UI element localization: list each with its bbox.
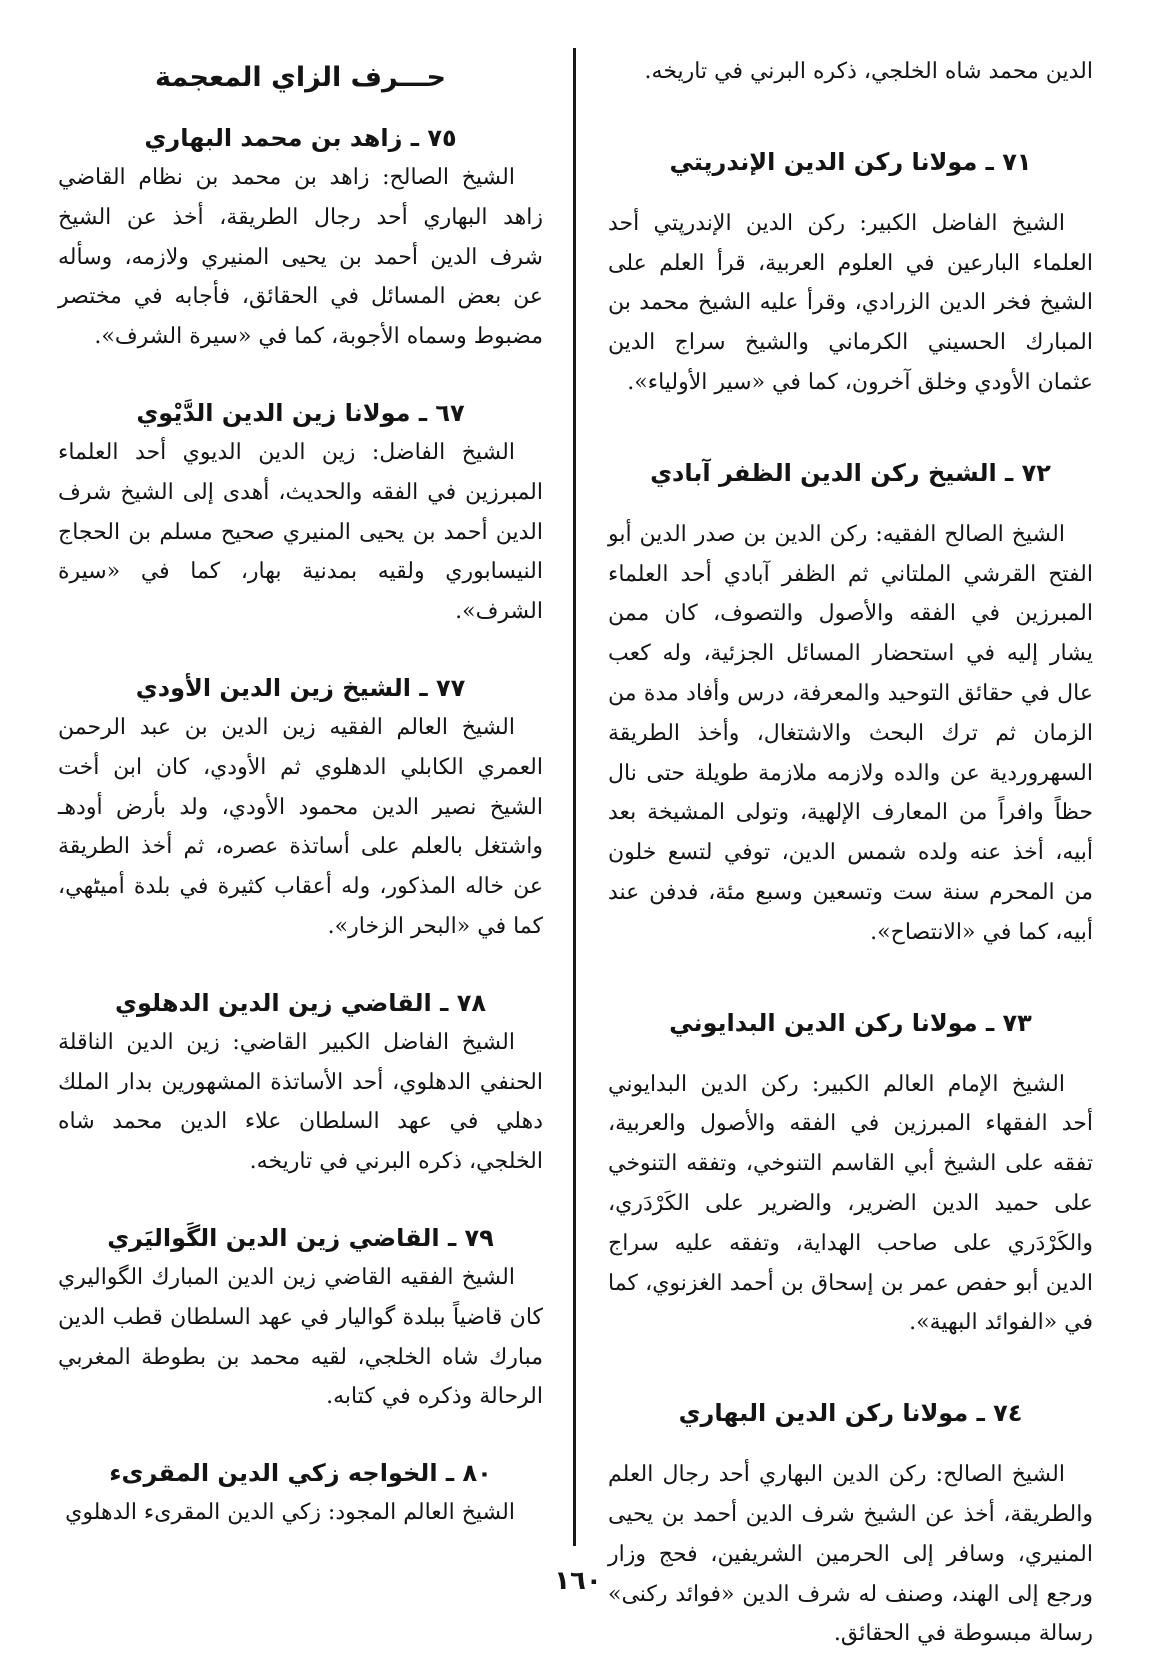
entry-title: ٧١ ـ مولانا ركن الدين الإندرپتي xyxy=(669,147,1032,176)
entry-text: الشيخ الصالح: زاهد بن محمد بن نظام القاضي زاهد البهاري أحد رجال الطريقة، أخذ عن الشيخ شرف الدين أحمد بن يحيى المنيري ولازمه، وسأله عن بعض المسائل في الحقائق، فأجابه في مختصر مضبوط وسماه الأجوبة، كما في «سيرة الشرف». xyxy=(58,165,543,350)
entry-title: ٧٧ ـ الشيخ زين الدين الأودي xyxy=(135,673,466,702)
entry-text: الشيخ العالم الفقيه زين الدين بن عبد الرحمن العمري الكابلي الدهلوي ثم الأودي، كان ابن أخت الشيخ نصير الدين محمود الأودي، ولد بأرض أودهـ واشتغل بالعلم على أساتذة عصره، ثم أخذ الطريقة عن خاله المذكور، وله أعقاب كثيرة في بلدة أميٹهي، كما في «البحر الزخار». xyxy=(58,714,543,939)
entry-title: ٧٣ ـ مولانا ركن الدين البدايوني xyxy=(669,1008,1032,1037)
entry-text: الشيخ العالم المجود: زكي الدين المقرىء الدهلوي xyxy=(65,1500,515,1526)
entry-text: الشيخ الفاضل الكبير: ركن الدين الإندرپتي أحد العلماء البارعين في العلوم العربية، قرأ العلم على الشيخ فخر الدين الزرادي، وقرأ عليه الشيخ محمد بن المبارك الحسيني الكرماني والشيخ سراج الدين عثمان الأودي وخلق آخرون، كما في «سير الأولياء». xyxy=(608,210,1093,395)
entry-title: ٧٩ ـ القاضي زين الدين الگَواليَري xyxy=(107,1223,494,1252)
entry-text: الشيخ الصالح الفقيه: ركن الدين بن صدر الدين أبو الفتح القرشي الملتاني ثم الظفر آبادي أحد العلماء المبرزين في الفقه والأصول والتصوف، كان ممن يشار إليه في استحضار المسائل الجزئية، وله كعب عال في حقائق التوحيد والمعرفة، درس وأفاد مدة من الزمان ثم ترك البحث والاشتغال، وأخذ الطريقة السهروردية عن والده ولازمه ملازمة طويلة حتى نال حظاً وافراً من المعارف الإلهية، وتولى المشيخة بعد أبيه، أخذ عنه ولده شمس الدين، توفي لتسع خلون من المحرم سنة ست وتسعين وسبع مئة، فدفن عند أبيه، كما في «الانتصاح». xyxy=(608,521,1093,945)
column-divider xyxy=(573,48,576,1546)
entry-text: الشيخ الفاضل: زين الدين الديوي أحد العلماء المبرزين في الفقه والحديث، أهدى إلى الشيخ شرف الدين أحمد بن يحيى المنيري صحيح مسلم بن الحجاج النيسابوري ولقيه بمدنية بهار، كما في «سيرة الشرف». xyxy=(58,439,543,625)
entry-title: ٧٢ ـ الشيخ ركن الدين الظفر آبادي xyxy=(650,458,1051,487)
entry-text: الشيخ الإمام العالم الكبير: ركن الدين البدايوني أحد الفقهاء المبرزين في الفقه والأصول والعربية، تفقه على الشيخ أبي القاسم التنوخي، وتفقه التنوخي على حميد الدين الضرير، والضرير على الكَرْدَري، والكَرْدَري على صاحب الهداية، وتفقه عليه سراج الدين أبو حفص عمر بن إسحاق بن أحمد الغزنوي، كما في «الفوائد البهية». xyxy=(608,1071,1093,1336)
entry-text: الشيخ الفقيه القاضي زين الدين المبارك الگواليري كان قاضياً ببلدة گواليار في عهد السلطان قطب الدين مبارك شاه الخلجي، لقيه محمد بن بطوطة المغربي الرحالة وذكره في كتابه. xyxy=(58,1264,543,1410)
entry-title: ٧٥ ـ زاهد بن محمد البهاري xyxy=(144,124,457,152)
page-number: ١٦٠ xyxy=(554,1566,602,1596)
entry-title: ٧٨ ـ القاضي زين الدين الدهلوي xyxy=(115,988,486,1017)
left-column xyxy=(58,52,543,1533)
entry-text: الشيخ الصالح: ركن الدين البهاري أحد رجال العلم والطريقة، أخذ عن الشيخ شرف الدين أحمد بن يحيى المنيري، وسافر إلى الحرمين الشريفين، فحج وزار ورجع إلى الهند، وصنف له شرف الدين «فوائد ركنى» رسالة مبسوطة في الحقائق. xyxy=(608,1462,1093,1647)
entry-text: الشيخ الفاضل الكبير القاضي: زين الدين الناقلة الحنفي الدهلوي، أحد الأساتذة المشهورين بدار الملك دهلي في عهد السلطان علاء الدين محمد شاه الخلجي، ذكره البرني في تاريخه. xyxy=(58,1029,543,1175)
section-header: حـــرف الزاي المعجمة xyxy=(155,62,446,93)
entry-title: ٦٧ ـ مولانا زين الدين الدَّيْوي xyxy=(136,398,465,427)
right-column xyxy=(608,52,1093,1654)
entry-title: ٧٤ ـ مولانا ركن الدين البهاري xyxy=(678,1399,1023,1428)
entry-title: ٨٠ ـ الخواجه زكي الدين المقرىء xyxy=(109,1459,492,1488)
continuation-text: الدين محمد شاه الخلجي، ذكره البرني في تاريخه. xyxy=(644,59,1093,84)
